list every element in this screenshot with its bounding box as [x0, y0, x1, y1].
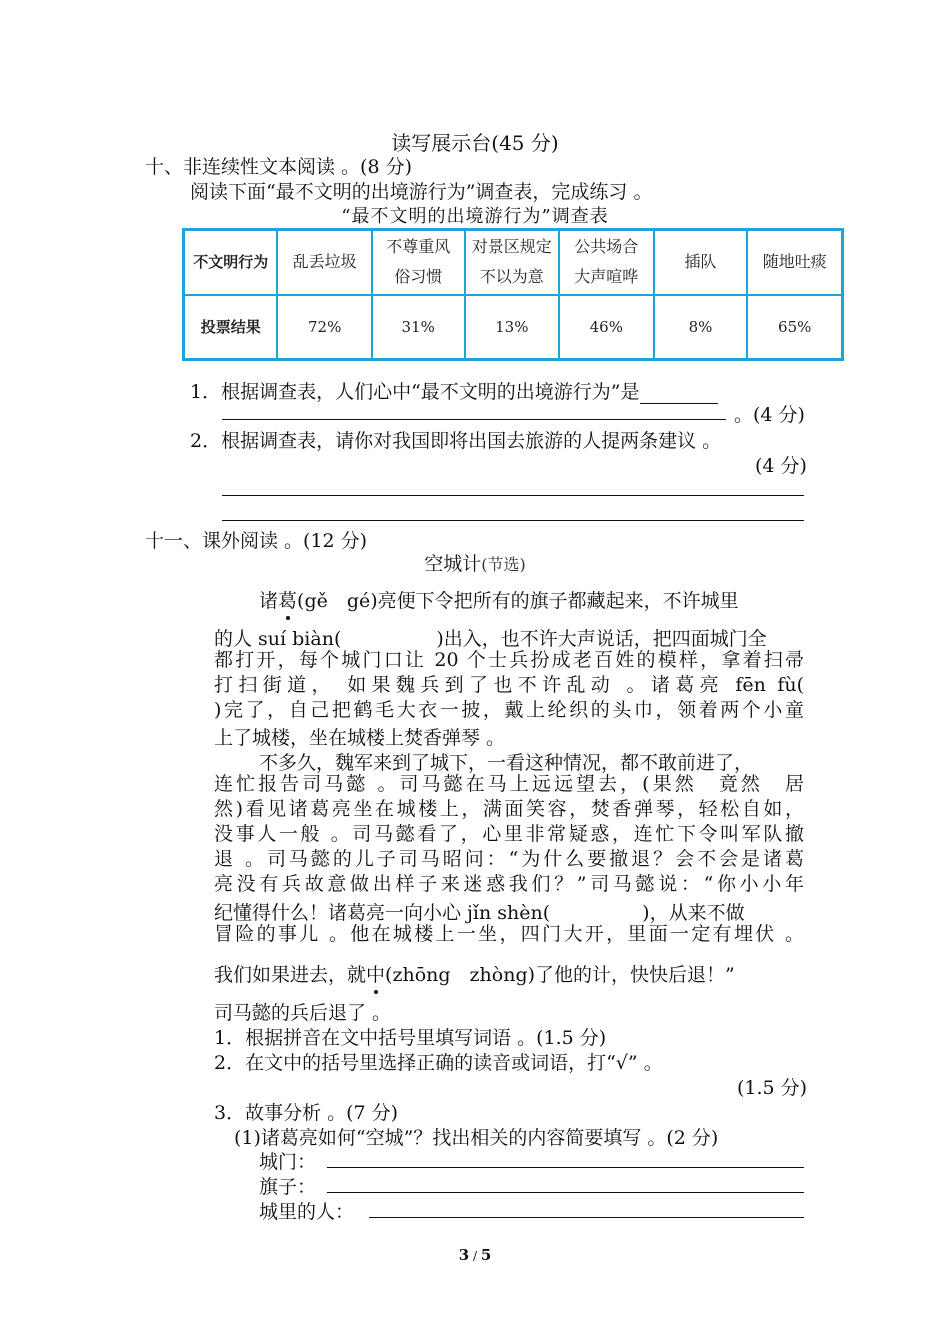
- survey-table: [182, 228, 844, 361]
- q11-sub1: 1．根据拼音在文中括号里填写词语 。(1.5 分): [214, 1027, 607, 1049]
- q10-heading: 十、非连续性文本阅读 。(8 分): [145, 156, 412, 178]
- table-title: “最不文明的出境游行为”调查表: [341, 206, 609, 227]
- story-title: 空城计(节选): [424, 553, 526, 575]
- story-line: 打扫街道， 如果魏兵到了也不许乱动 。诸葛亮 fēn fù(: [214, 674, 804, 696]
- q11-sub3: 3．故事分析 。(7 分): [214, 1102, 399, 1124]
- table-cell: 13%: [465, 295, 560, 360]
- story-line: 退 。司马懿的儿子司马昭问：“为什么要撤退？会不会是诸葛: [214, 848, 804, 870]
- table-cell: 乱丢垃圾: [277, 230, 372, 295]
- story-line: 纪懂得什么！诸葛亮一向小心 jǐn shèn( )，从来不做: [214, 902, 745, 924]
- story-line: 没事人一般 。司马懿看了，心里非常疑惑，连忙下令叫军队撤: [214, 823, 804, 845]
- field-label-flags: 旗子：: [259, 1176, 317, 1198]
- table-cell: 随地吐痰: [747, 230, 842, 295]
- story-line: 亮没有兵故意做出样子来迷惑我们？”司马懿说：“你小小年: [214, 873, 804, 895]
- table-cell: 8%: [654, 295, 748, 360]
- q10-sub2: 2．根据调查表，请你对我国即将出国去旅游的人提两条建议 。: [190, 430, 722, 452]
- q11-heading: 十一、课外阅读 。(12 分): [145, 530, 368, 552]
- table-cell: 对景区规定 不以为意: [465, 230, 560, 295]
- story-line: 然)看见诸葛亮坐在城楼上，满面笑容，焚香弹琴，轻松自如，: [214, 798, 804, 820]
- table-cell: 插队: [654, 230, 748, 295]
- answer-blank[interactable]: [640, 386, 718, 404]
- row-header-result: 投票结果: [184, 295, 278, 360]
- answer-line[interactable]: [222, 519, 804, 521]
- q11-sub3-1: (1)诸葛亮如何“空城”？找出相关的内容简要填写 。(2 分): [234, 1127, 719, 1149]
- story-line: 的人 suí biàn( )出入，也不许大声说话，把四面城门全: [214, 628, 767, 650]
- answer-line[interactable]: [327, 1166, 804, 1168]
- answer-line[interactable]: [369, 1216, 804, 1218]
- field-label-gate: 城门：: [259, 1151, 317, 1173]
- story-line[interactable]: 连忙报告司马懿 。司马懿在马上远远望去，(果然 竟然 居: [214, 773, 804, 795]
- row-header-behavior: 不文明行为: [184, 230, 278, 295]
- table-cell: 46%: [559, 295, 654, 360]
- q10-intro: 阅读下面“最不文明的出境游行为”调查表，完成练习 。: [190, 181, 653, 203]
- story-line: 都打开，每个城门口让 20 个士兵扮成老百姓的模样，拿着扫帚: [214, 649, 804, 671]
- table-cell: 不尊重风 俗习惯: [372, 230, 465, 295]
- field-label-people: 城里的人：: [259, 1201, 355, 1223]
- answer-line[interactable]: [222, 494, 804, 496]
- answer-line[interactable]: [222, 418, 726, 420]
- table-cell: 65%: [747, 295, 842, 360]
- table-cell: 72%: [277, 295, 372, 360]
- story-line: 上了城楼，坐在城楼上焚香弹琴 。: [214, 727, 506, 749]
- q11-sub2: 2．在文中的括号里选择正确的读音或词语，打“√” 。: [214, 1052, 663, 1074]
- story-line: 司马懿的兵后退了 。: [214, 1002, 392, 1024]
- q10-sub2-score: (4 分): [755, 455, 807, 477]
- story-line: 不多久，魏军来到了城下，一看这种情况，都不敢前进了，: [259, 752, 754, 774]
- answer-line[interactable]: [327, 1191, 804, 1193]
- q10-sub1: 1．根据调查表，人们心中“最不文明的出境游行为”是: [190, 377, 718, 404]
- story-line: 我们如果进去，就中(zhōng zhòng)了他的计，快快后退！”: [214, 964, 735, 986]
- table-cell: 31%: [372, 295, 465, 360]
- q11-sub2-score: (1.5 分): [737, 1077, 808, 1099]
- section-title: 读写展示台(45 分): [391, 131, 559, 155]
- story-line: 冒险的事儿 。他在城楼上一坐，四门大开，里面一定有埋伏 。: [214, 923, 804, 945]
- story-line: 诸葛(gě gé)亮便下令把所有的旗子都藏起来，不许城里: [259, 590, 739, 612]
- q10-sub1-score: 。(4 分): [734, 404, 805, 426]
- table-cell: 公共场合 大声喧哗: [559, 230, 654, 295]
- story-line: )完了，自己把鹤毛大衣一披，戴上纶织的头巾，领着两个小童: [214, 699, 804, 721]
- page-number: 3 / 5: [458, 1246, 492, 1264]
